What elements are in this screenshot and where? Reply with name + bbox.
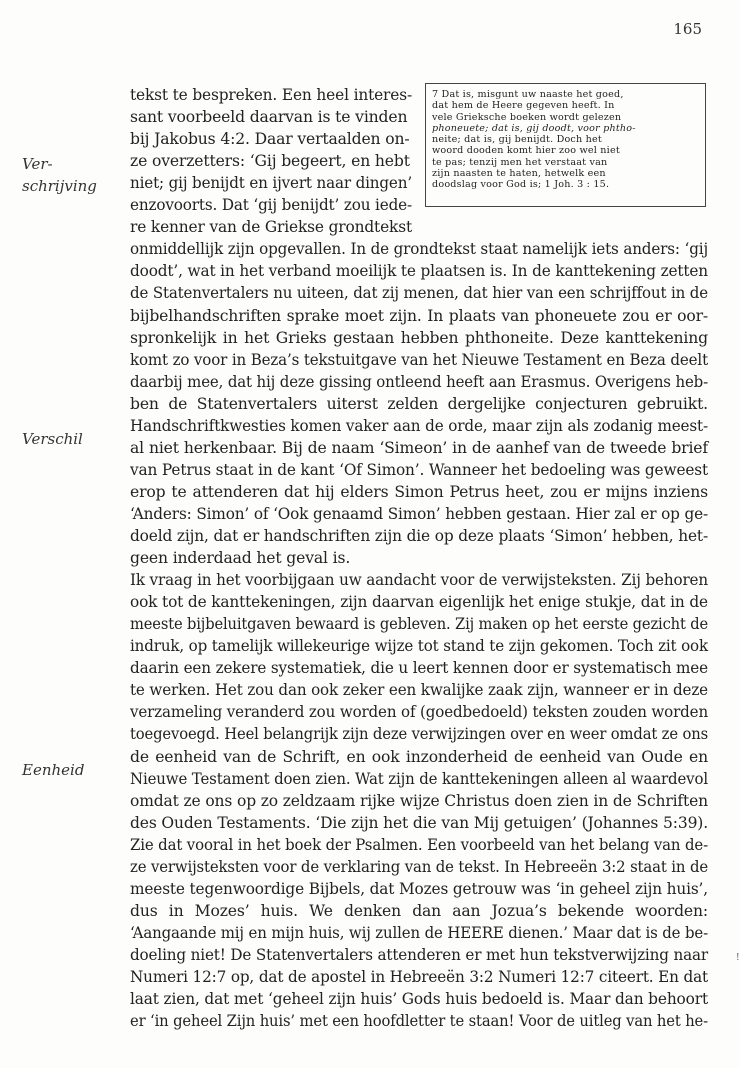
footnote-box <box>425 83 706 207</box>
margin-note-eenheid: Eenheid <box>22 761 85 779</box>
text-line: geen inderdaad het geval is. <box>130 549 351 568</box>
text-line: meeste tegenwoordige Bijbels, dat Mozes getrouw was ‘in geheel zijn huis’, <box>130 879 708 898</box>
text-line: te werken. Het zou dan ook zeker een kwalijke zaak zijn, wanneer er in deze <box>130 681 708 700</box>
footnote-line: vele Grieksche boeken wordt gelezen <box>432 111 622 123</box>
text-line: Nieuwe Testament doen zien. Wat zijn de kanttekeningen alleen al waardevol <box>130 769 708 788</box>
text-line: ‘Aangaande mij en mijn huis, wij zullen de HEERE dienen.’ Maar dat is de be- <box>130 923 708 942</box>
text-line: re kenner van de Griekse grondtekst <box>130 218 412 237</box>
footnote-line: phoneuete; dat is, gij doodt, voor phtho- <box>432 122 636 134</box>
text-line: sant voorbeeld daarvan is te vinden <box>130 108 408 127</box>
edge-mark: ! <box>736 953 740 963</box>
text-line: daarbij mee, dat hij deze gissing ontleend heeft aan Erasmus. Overigens heb- <box>130 372 708 391</box>
margin-note-line: Ver- <box>22 155 53 173</box>
text-line: onmiddellijk zijn opgevallen. In de grondtekst staat namelijk iets anders: ‘gij <box>130 240 708 259</box>
text-line: doeld zijn, dat er handschriften zijn die op deze plaats ‘Simon’ hebben, het- <box>130 527 708 545</box>
text-line: bijbelhandschriften sprake moet zijn. In plaats van phoneuete zou er oor- <box>130 306 708 325</box>
footnote-line: woord dooden komt hier zoo wel niet <box>432 145 620 157</box>
text-line: bij Jakobus 4:2. Daar vertaalden on- <box>130 130 410 149</box>
footnote-line: te pas; tenzij men het verstaat van <box>432 156 608 168</box>
text-line: komt zo voor in Beza’s tekstuitgave van het Nieuwe Testament en Beza deelt <box>130 350 708 369</box>
text-line: erop te attenderen dat hij elders Simon Petrus heet, zou er mijns inziens <box>130 482 708 501</box>
text-line: er ‘in geheel Zijn huis’ met een hoofdletter te staan! Voor de uitleg van het he- <box>130 1012 708 1031</box>
footnote-line: zijn naasten te haten, hetwelk een <box>432 168 606 180</box>
footnote-line: doodslag voor God is; 1 Joh. 3 : 15. <box>432 179 610 191</box>
text-line: daarin een zekere systematiek, die u leert kennen door er systematisch mee <box>130 659 708 678</box>
text-line: Ik vraag in het voorbijgaan uw aandacht voor de verwijsteksten. Zij behoren <box>130 571 708 590</box>
margin-note-line: schrijving <box>22 177 97 195</box>
text-line: verzameling veranderd zou worden of (goedbedoeld) teksten zouden worden <box>130 703 708 722</box>
text-line: ‘Anders: Simon’ of ‘Ook genaamd Simon’ hebben gestaan. Hier zal er op ge- <box>130 504 708 523</box>
text-line: ben de Statenvertalers uiterst zelden dergelijke conjecturen gebruikt. <box>130 394 708 413</box>
text-line: ze verwijsteksten voor de verklaring van de tekst. In Hebreeën 3:2 staat in de <box>130 857 708 876</box>
footnote-line: 7 Dat is, misgunt uw naaste het goed, <box>432 89 624 100</box>
text-line: niet; gij benijdt en ijvert naar dingen’ <box>130 174 412 193</box>
text-line: tekst te bespreken. Een heel interes- <box>130 86 412 104</box>
page-number: 165 <box>673 20 702 38</box>
text-line: enzovoorts. Dat ‘gij benijdt’ zou iede- <box>130 196 412 215</box>
text-line: dus in Mozes’ huis. We denken dan aan Jozua’s bekende woorden: <box>130 901 708 920</box>
margin-note-verschrijving <box>22 153 97 197</box>
text-line: doeling niet! De Statenvertalers attenderen er met hun tekstverwijzing naar <box>130 945 708 964</box>
text-line: meeste bijbeluitgaven bewaard is gebleven. Zij maken op het eerste gezicht de <box>130 615 708 634</box>
text-line: al niet herkenbaar. Bij de naam ‘Simeon’ in de aanhef van de tweede brief <box>130 438 708 457</box>
text-line: ook tot de kanttekeningen, zijn daarvan eigenlijk het enige stukje, dat in de <box>130 593 708 612</box>
text-line: toegevoegd. Heel belangrijk zijn deze verwijzingen over en weer omdat ze ons <box>130 725 708 744</box>
text-line: ze overzetters: ‘Gij begeert, en hebt <box>130 152 410 171</box>
text-line: des Ouden Testaments. ‘Die zijn het die van Mij getuigen’ (Johannes 5:39). <box>130 813 708 832</box>
footnote-line: neite; dat is, gij benijdt. Doch het <box>432 134 602 146</box>
text-line: Handschriftkwesties komen vaker aan de orde, maar zijn als zodanig meest- <box>130 416 708 435</box>
text-line: Zie dat vooral in het boek der Psalmen. Een voorbeeld van het belang van de- <box>130 835 708 854</box>
text-line: van Petrus staat in de kant ‘Of Simon’. Wanneer het bedoeling was geweest <box>130 460 708 479</box>
text-line: doodt’, wat in het verband moeilijk te plaatsen is. In de kanttekening zetten <box>130 262 708 281</box>
margin-note-verschil: Verschil <box>22 430 83 448</box>
text-line: Numeri 12:7 op, dat de apostel in Hebreeën 3:2 Numeri 12:7 citeert. En dat <box>130 968 708 986</box>
footnote-line: dat hem de Heere gegeven heeft. In <box>432 100 615 112</box>
text-line: laat zien, dat met ‘geheel zijn huis’ Gods huis bedoeld is. Maar dan behoort <box>130 990 708 1009</box>
text-line: de Statenvertalers nu uiteen, dat zij menen, dat hier van een schrijffout in de <box>130 284 708 303</box>
text-line: indruk, op tamelijk willekeurige wijze tot stand te zijn gekomen. Toch zit ook <box>130 637 708 656</box>
text-line: omdat ze ons op zo zeldzaam rijke wijze Christus doen zien in de Schriften <box>130 791 708 810</box>
text-line: de eenheid van de Schrift, en ook inzonderheid de eenheid van Oude en <box>130 747 708 766</box>
text-line: spronkelijk in het Grieks gestaan hebben phthoneite. Deze kanttekening <box>130 328 708 347</box>
